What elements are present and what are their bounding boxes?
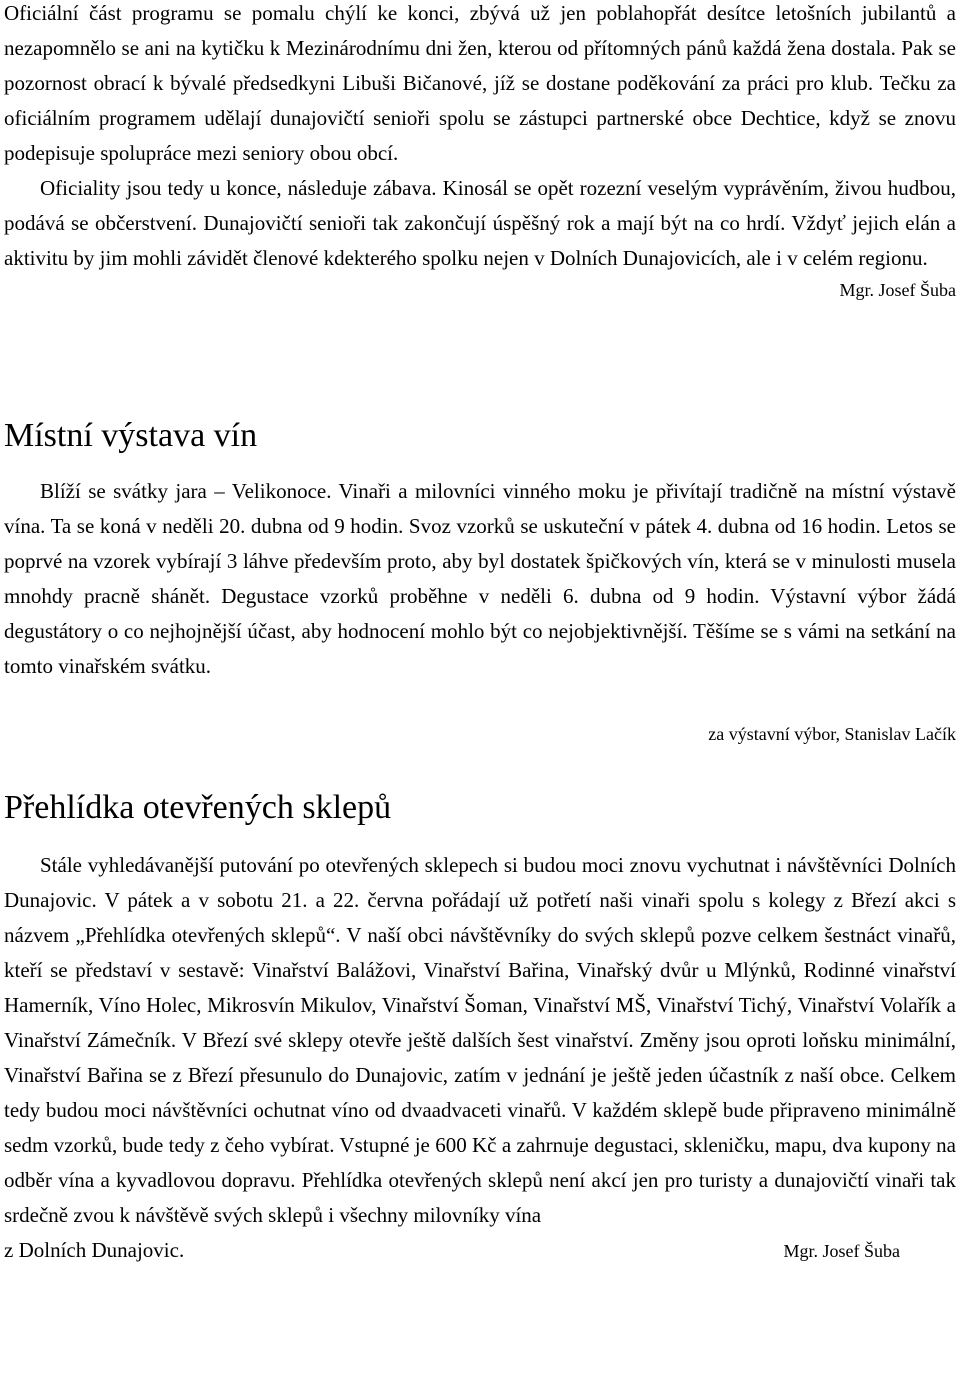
wine-exhibition-article <box>4 474 956 684</box>
open-cellars-article <box>4 848 956 1269</box>
paragraph: Stále vyhledávanější putování po otevřených sklepech si budou moci znovu vychutnat i návštěvníci Dolních Dunajovic. V pátek a v sobotu 21. a 22. června pořádají už potřetí naši vinaři spolu s kolegy z Březí akci s názvem „Přehlídka otevřených sklepů“. V naší obci návštěvníky do svých sklepů pozve celkem šestnáct vinařů, kteří se představí v sestavě: Vinařství Balážovi, Vinařství Bařina, Vinařský dvůr u Mlýnků, Rodinné vinařství Hamerník, Víno Holec, Mikrosvín Mikulov, Vinařství Šoman, Vinařství MŠ, Vinařství Tichý, Vinařství Volařík a Vinařství Zámečník. V Březí své sklepy otevře ještě dalších šest vinařství. Změny jsou oproti loňsku minimální, Vinařství Bařina se z Březí přesunulo do Dunajovic, zatím v jednání je ještě jeden účastník z naší obce. Celkem tedy budou moci návštěvníci ochutnat víno od dvaadvaceti vinařů. V každém sklepě bude připraveno minimálně sedm vzorků, bude tedy z čeho vybírat. Vstupné je 600 Kč a zahrnuje degustaci, skleničku, mapu, dva kupony na odběr vína a kyvadlovou dopravu. Přehlídka otevřených sklepů není akcí jen pro turisty a dunajovičtí vinaři tak srdečně zvou k návštěvě svých sklepů i všechny milovníky vína <box>4 853 956 1227</box>
author-signature: Mgr. Josef Šuba <box>783 1241 900 1261</box>
section-heading-open-cellars: Přehlídka otevřených sklepů <box>4 789 392 826</box>
paragraph: Blíží se svátky jara – Velikonoce. Vinaři a milovníci vinného moku je přivítají tradičně na místní výstavě vína. Ta se koná v neděli 20. dubna od 9 hodin. Svoz vzorků se uskuteční v pátek 4. dubna od 16 hodin. Letos se poprvé na vzorek vybírají 3 láhve především proto, aby byl dostatek špičkových vín, která se v minulosti musela mnohdy pracně shánět. Degustace vzorků proběhne v neděli 6. dubna od 9 hodin. Výstavní výbor žádá degustátory o co nejhojnější účast, aby hodnocení mohlo být co nejobjektivnější. Těšíme se s vámi na setkání na tomto vinařském svátku. <box>4 479 956 678</box>
paragraph: Oficiality jsou tedy u konce, následuje zábava. Kinosál se opět rozezní veselým vyprávěním, živou hudbou, podává se občerstvení. Dunajovičtí senioři tak zakončují úspěšný rok a mají být na co hrdí. Vždyť jejich elán a aktivitu by jim mohli závidět členové kdekterého spolku nejen v Dolních Dunajovicích, ale i v celém regionu. <box>4 176 956 270</box>
closing-line <box>4 1233 956 1269</box>
section-heading-wine-exhibition: Místní výstava vín <box>4 417 258 454</box>
author-signature: Mgr. Josef Šuba <box>839 280 956 300</box>
paragraph: Oficiální část programu se pomalu chýlí ke konci, zbývá už jen poblahopřát desítce letošních jubilantů a nezapomnělo se ani na kytičku k Mezinárodnímu dni žen, kterou od přítomných pánů každá žena dostala. Pak se pozornost obrací k bývalé předsedkyni Libuši Bičanové, jíž se dostane poděkování za práci pro klub. Tečku za oficiálním programem udělají dunajovičtí senioři spolu se zástupci partnerské obce Dechtice, když se znovu podepisuje spolupráce mezi seniory obou obcí. <box>4 1 956 165</box>
senior-club-article-end <box>4 0 956 304</box>
author-signature: za výstavní výbor, Stanislav Lačík <box>708 724 956 744</box>
paragraph-last-line: z Dolních Dunajovic. <box>4 1238 185 1262</box>
